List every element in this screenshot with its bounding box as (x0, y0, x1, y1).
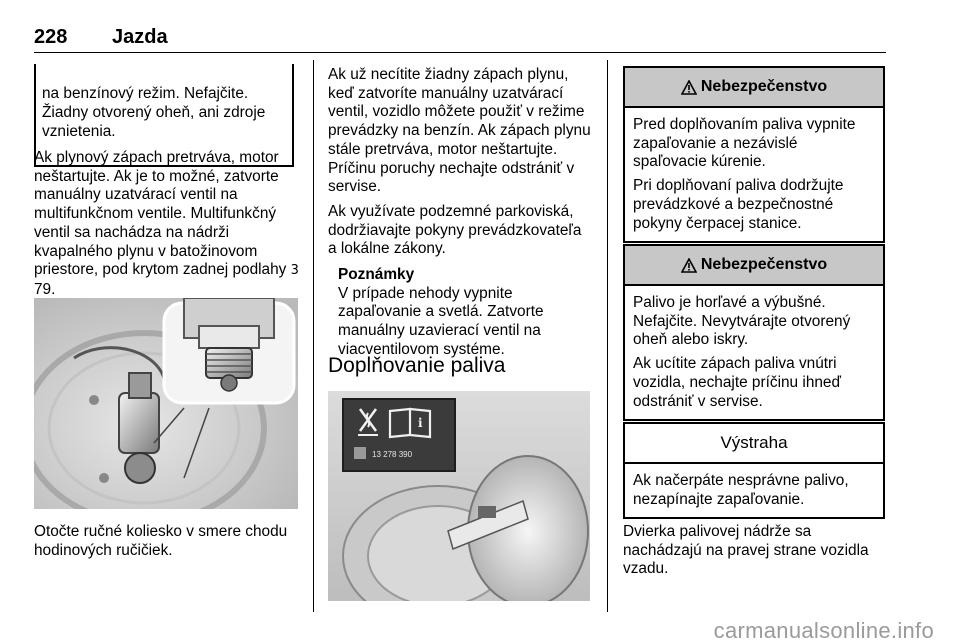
chapter-title: Jazda (112, 26, 168, 48)
right-paragraph (623, 523, 887, 579)
left-paragraph-text: Ak plynový zápach pretrváva, motor neštartujte. Ak je to možné, zatvorte manuálny uzatvárací ventil na multifunkčnom ventile. Multifunkčný ventil sa nachádza na nádrži kvapalného plynu v batožinovom priestore, pod krytom zadnej podlahy (34, 149, 287, 279)
warning-triangle-icon (681, 258, 697, 273)
danger-box-1 (623, 66, 885, 243)
middle-paragraph-2: Ak využívate podzemné parkoviská, dodržiavajte pokyny prevádzkovateľa a lokálne zákony. (328, 202, 582, 258)
middle-paragraph-1: Ak už necítite žiadny zápach plynu, keď zatvoríte manuálny uzatvárací ventil, vozidlo môžete použiť v režime prevádzky na benzín. Ak zápach plynu stále pretrváva, motor neštartujte. Príčinu poruchy nechajte odstrániť v servise. (328, 66, 591, 196)
cross-reference-arrow-icon: 3 (290, 263, 299, 279)
watermark: carmanualsonline.info (713, 618, 934, 643)
label-number: 13 278 390 (372, 450, 413, 459)
fuel-flap-illustration (328, 391, 590, 601)
danger-box-1-paragraph: Pri doplňovaní paliva dodržujte prevádzkové a bezpečnostné pokyny čerpacej stanice. (633, 177, 844, 232)
danger-box-1-title (625, 68, 883, 108)
column-separator-right (607, 60, 608, 612)
header-rule (34, 52, 886, 53)
valve-figure (34, 298, 298, 509)
caution-box-paragraph: Ak načerpáte nesprávne palivo, nezapínajte zapaľovanie. (633, 472, 849, 508)
svg-text:i: i (418, 416, 423, 430)
danger-box-2-title-text: Nebezpečenstvo (700, 256, 828, 273)
left-paragraph (34, 149, 300, 300)
valve-illustration (34, 298, 298, 509)
middle-column (328, 66, 594, 360)
page-reference[interactable]: 79. (34, 280, 56, 298)
page-footer (0, 616, 960, 642)
danger-box-2-title (625, 246, 883, 286)
page-number: 228 (34, 26, 68, 48)
danger-box-2-paragraph: Ak ucítite zápach paliva vnútri vozidla, nechajte príčinu ihneď odstrániť v servise. (633, 355, 841, 410)
danger-box-2 (623, 244, 885, 421)
caution-box-title-text: Výstraha (720, 433, 788, 452)
danger-box-1-body (625, 108, 883, 241)
note-block (328, 266, 594, 360)
column-separator-left (313, 60, 314, 612)
page-header (34, 26, 886, 50)
continued-text: na benzínový režim. Nefajčite. Žiadny otvorený oheň, ani zdroje vznietenia. (42, 85, 266, 140)
danger-box-1-paragraph: Pred doplňovaním paliva vypnite zapaľovanie a nezávislé spaľovacie kúrenie. (633, 116, 856, 171)
section-heading: Doplňovanie paliva (328, 354, 506, 377)
caution-box (623, 422, 885, 519)
danger-box-2-body (625, 286, 883, 419)
right-paragraph-text: Dvierka palivovej nádrže sa nachádzajú na pravej strane vozidla vzadu. (623, 523, 869, 578)
figure-caption (34, 523, 300, 560)
danger-box-1-title-text: Nebezpečenstvo (700, 78, 828, 95)
caution-box-title (625, 424, 883, 464)
warning-triangle-icon (681, 80, 697, 95)
fuel-flap-figure (328, 391, 590, 601)
note-title: Poznámky (338, 266, 415, 284)
caution-box-body (625, 464, 883, 517)
caption-text: Otočte ručné koliesko v smere chodu hodinových ručičiek. (34, 523, 288, 559)
danger-box-2-paragraph: Palivo je horľavé a výbušné. Nefajčite. Nevytvárajte otvorený oheň alebo iskry. (633, 294, 851, 349)
note-text: V prípade nehody vypnite zapaľovanie a svetlá. Zatvorte manuálny uzavierací ventil na viacventilovom systéme. (338, 284, 544, 358)
